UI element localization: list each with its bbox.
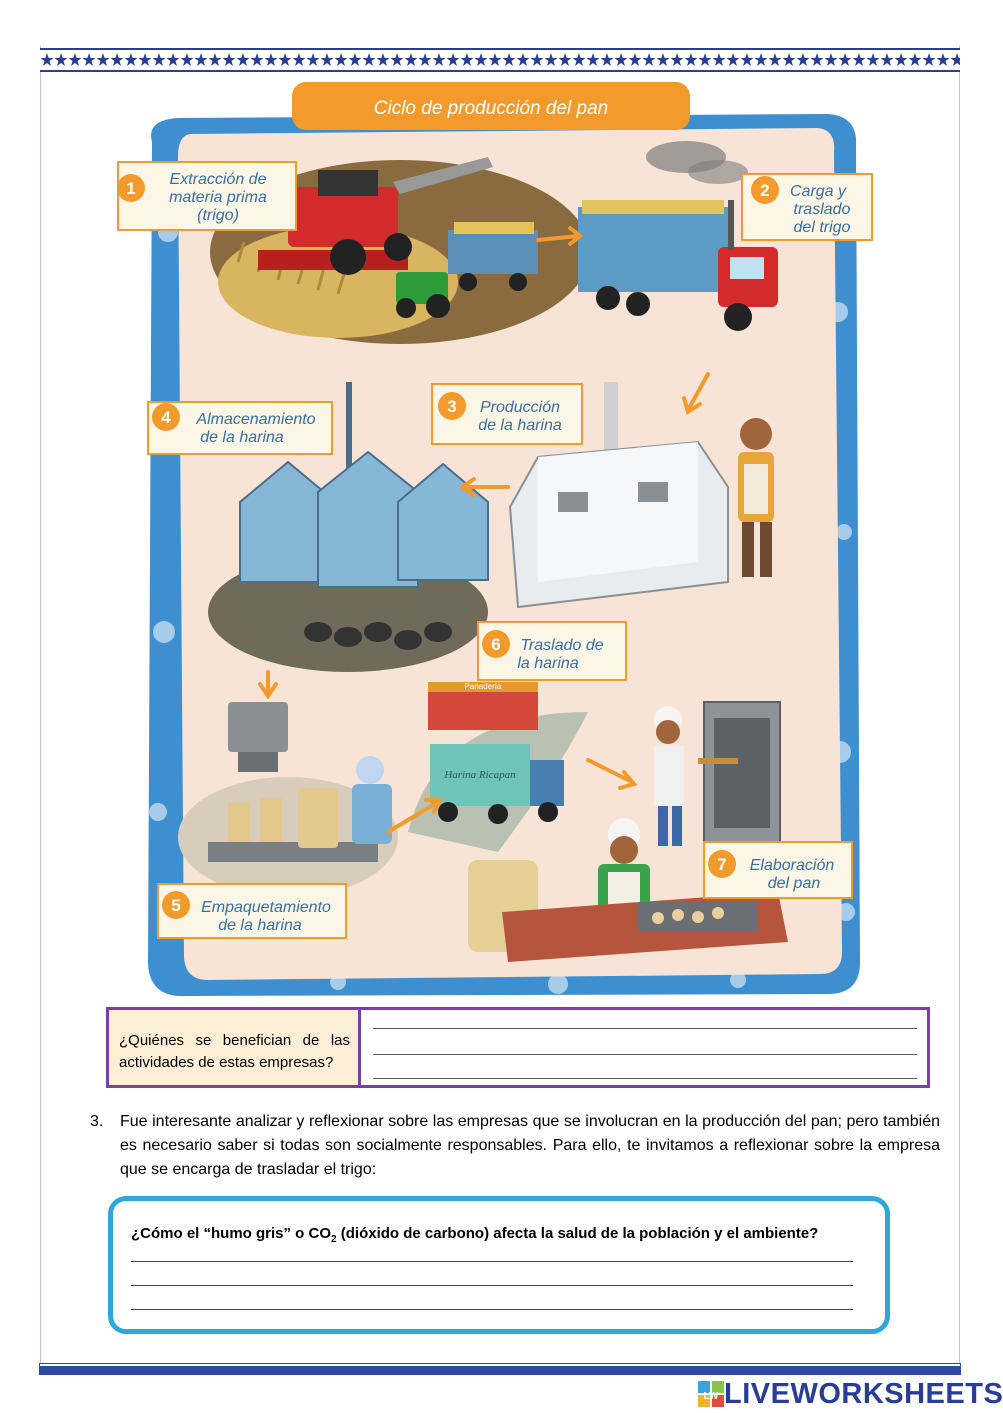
answer-line [373, 1078, 917, 1079]
co2-subscript: 2 [331, 1234, 337, 1245]
co2-question-pre: ¿Cómo el “humo gris” o CO [131, 1225, 332, 1242]
step-4-line-2: de la harina [200, 429, 284, 446]
beneficiaries-question-box [106, 1007, 930, 1088]
step-number-3: 3 [447, 397, 457, 416]
co2-answer-line[interactable] [131, 1261, 853, 1262]
illustration-title: Ciclo de producción del pan [373, 98, 609, 119]
answer-line [373, 1054, 917, 1055]
co2-question [131, 1225, 818, 1245]
step-5-line-2: de la harina [218, 917, 302, 934]
step-number-6: 6 [491, 635, 501, 654]
step-label-5 [158, 884, 346, 938]
step-label-3 [432, 384, 582, 444]
step-label-6 [478, 622, 626, 680]
logo-icon-letters: LW [703, 1391, 719, 1402]
step-7-line-1: Elaboración [749, 857, 835, 874]
title-banner [292, 82, 690, 130]
co2-answer-line[interactable] [131, 1285, 853, 1286]
beneficiaries-answer-area[interactable] [361, 1010, 927, 1085]
co2-answer-line[interactable] [131, 1309, 853, 1310]
step-2-line-2: traslado [793, 201, 851, 218]
co2-question-box [108, 1196, 890, 1334]
star-border [40, 48, 960, 72]
step-3-line-1: Producción [479, 399, 561, 416]
step-5-line-1: Empaquetamiento [201, 899, 331, 916]
item-3-text: Fue interesante analizar y reflexionar sobre las empresas que se involucran en la producción del pan; pero también es necesario saber si todas son socialmente responsables. Para ello, te invitamos a reflexionar sobre la empresa que se encarga de trasladar el trigo: [120, 1113, 940, 1178]
step-6-line-1: Traslado de [520, 637, 604, 654]
truck-label: Harina Ricapan [444, 769, 516, 781]
step-label-4 [148, 402, 332, 454]
step-label-7 [704, 842, 852, 898]
step-1-line-3: (trigo) [197, 207, 239, 224]
step-1-line-2: materia prima [169, 189, 267, 206]
step-number-2: 2 [760, 181, 770, 200]
step-label-2 [742, 174, 872, 240]
beneficiaries-question: ¿Quiénes se benefician de las actividades de estas empresas? [109, 1010, 361, 1085]
liveworksheets-logo [698, 1378, 1003, 1410]
answer-line [373, 1028, 917, 1029]
co2-question-post: (dióxido de carbono) afecta la salud de la población y el ambiente? [336, 1225, 819, 1242]
liveworksheets-icon [698, 1381, 724, 1407]
step-number-7: 7 [717, 855, 727, 874]
step-4-line-1: Almacenamiento [196, 411, 316, 428]
logo-text: LIVEWORKSHEETS [724, 1377, 1003, 1410]
step-2-line-1: Carga y [789, 183, 847, 200]
step-6-line-2: la harina [517, 655, 579, 672]
store-sign: Panadería [464, 682, 502, 691]
item-number: 3. [90, 1113, 104, 1130]
step-1-line-1: Extracción de [169, 171, 267, 188]
bottom-rule [40, 1364, 960, 1374]
step-2-line-3: del trigo [793, 219, 851, 236]
step-label-1 [117, 162, 296, 230]
step-number-4: 4 [161, 408, 171, 427]
step-7-line-2: del pan [767, 875, 821, 892]
bread-production-cycle-illustration [126, 98, 862, 1000]
step-3-line-2: de la harina [478, 417, 562, 434]
step-number-5: 5 [171, 896, 181, 915]
step-number-1: 1 [126, 179, 136, 198]
item-3 [90, 1110, 940, 1182]
